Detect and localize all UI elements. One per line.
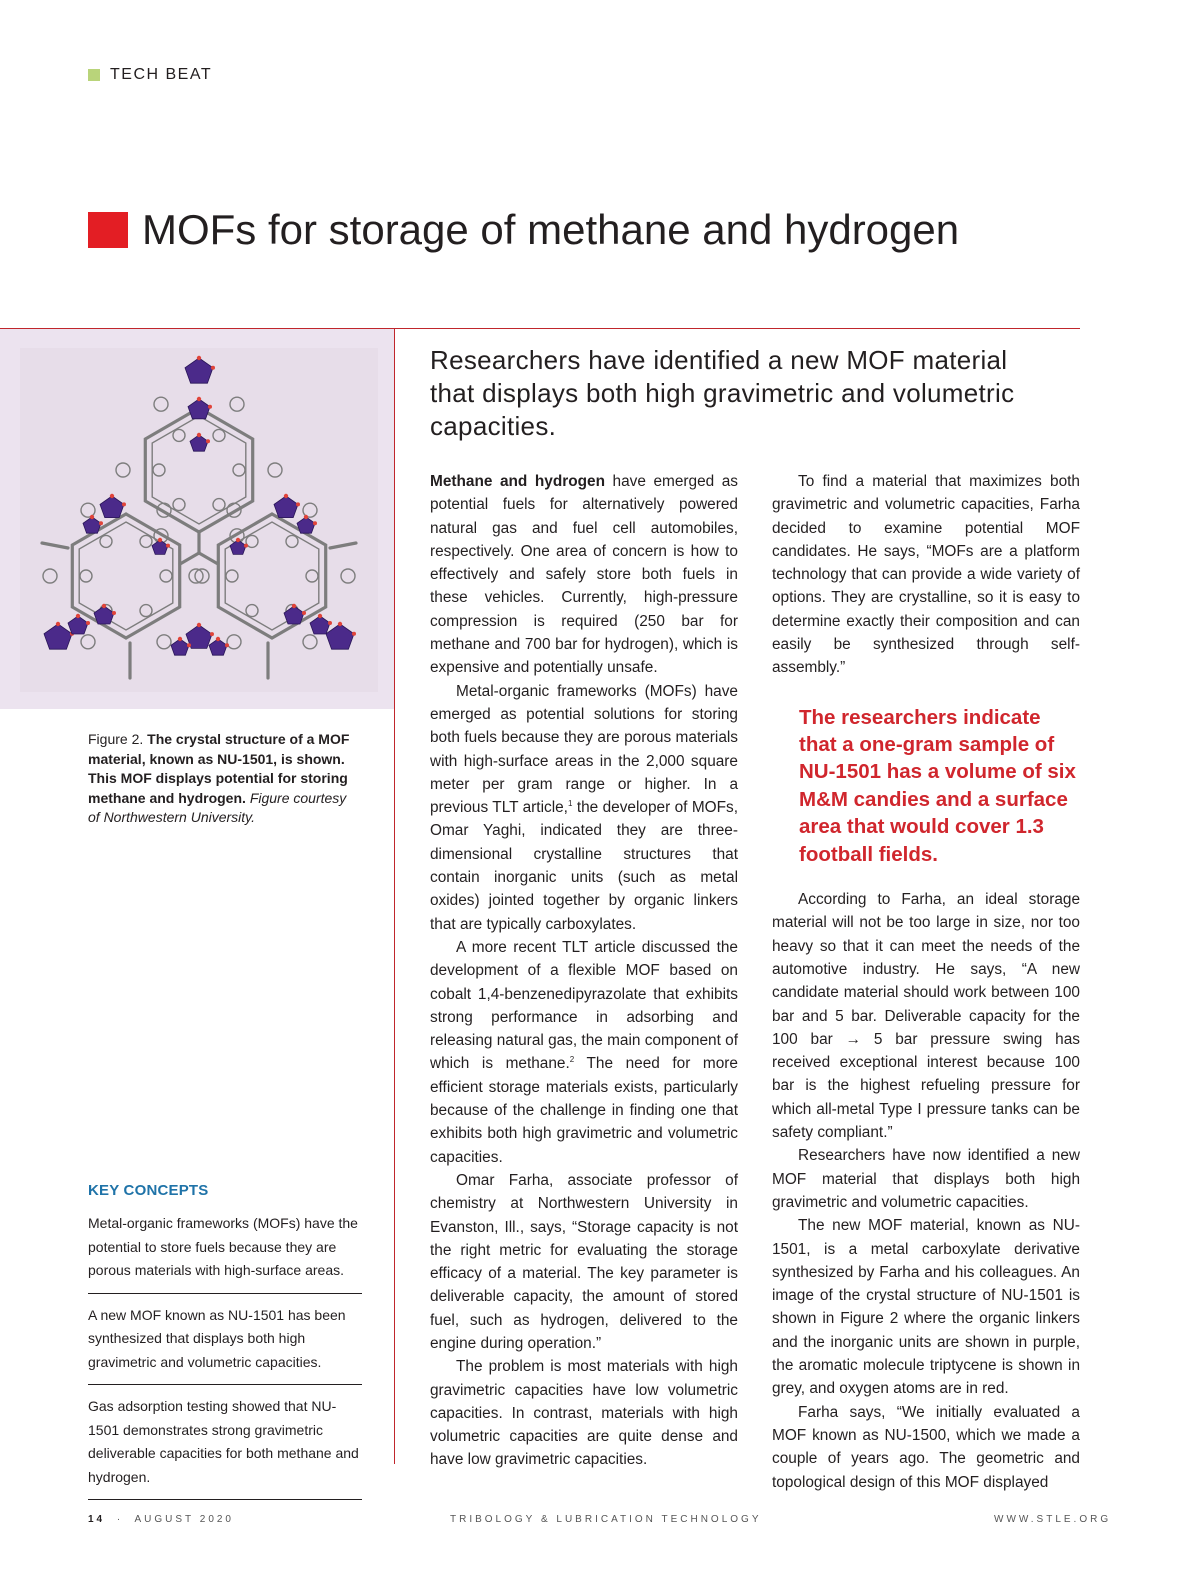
body-column-2 [772,470,1080,1494]
framework-hexagon [145,408,252,532]
body-paragraph [430,680,738,936]
oxygen-atom [225,643,229,647]
key-concepts-list [88,1212,362,1510]
oxygen-atom [158,538,162,542]
paragraph-text: Metal-organic frameworks (MOFs) have emerged as potential solutions for storing both fuels because they are porous materials with high-surface areas in the 2,000 square meter per gram range or higher. In a previous TLT article, [430,682,738,817]
lead-in-bold: Methane and hydrogen [430,473,605,490]
oxygen-atom [56,622,60,626]
mof-illustration [20,348,378,692]
figure-caption [88,730,358,828]
oxygen-atom [236,538,240,542]
oxygen-atom [197,356,201,360]
caption-prefix: Figure 2. [88,731,144,747]
paragraph-text: the developer of MOFs, Omar Yaghi, indicated they are three-dimensional crystalline structures that contain inorganic units (such as metal oxides) jointed together by organic linkers that are typically carboxylates. [430,799,738,933]
article-deck: Researchers have identified a new MOF material that displays both high gravimetric and volumetric capacities. [430,345,1015,441]
oxygen-atom [166,544,170,548]
oxygen-atom [197,623,201,627]
oxygen-atom [102,604,106,608]
oxygen-atom [302,611,306,615]
aromatic-ring [195,569,209,583]
body-paragraph: Omar Farha, associate professor of chemistry at Northwestern University in Evanston, Ill., says, “Storage capacity is not the right metric for evaluating the storage efficacy of a material. The key parameter is deliverable capacity, the amount of stored fuel, such as hydrogen, delivered to the engine during operation.” [430,1171,738,1352]
key-concepts-heading: KEY CONCEPTS [88,1182,209,1199]
aromatic-ring [116,463,130,477]
key-concept-item: Metal-organic frameworks (MOFs) have the potential to store fuels because they are porous materials with high-surface areas. [88,1212,362,1294]
oxygen-atom [318,614,322,618]
body-paragraph: To find a material that maximizes both gravimetric and volumetric capacities, Farha decided to examine potential MOF candidates. He says, “MOFs are a platform technology that can provide a wide variety of options. They are crystalline, so it is easy to determine exactly their composition and can easily be synthesized through self-assembly.” [772,473,1080,677]
metal-cluster [188,399,210,419]
aromatic-ring [173,429,185,441]
oxygen-atom [338,622,342,626]
metal-cluster [190,435,208,451]
crystal-structure-image [20,348,378,692]
aromatic-ring [140,535,152,547]
aromatic-ring [80,570,92,582]
oxygen-atom [197,433,201,437]
metal-cluster [171,639,189,655]
oxygen-atom [197,397,201,401]
section-tag [88,66,212,84]
oxygen-atom [76,614,80,618]
aromatic-ring [154,397,168,411]
metal-cluster [68,616,88,634]
footer-separator: · [116,1514,124,1525]
framework-linker [330,543,356,548]
caption-bold-text: The crystal structure of a MOF material, known as NU-1501, is shown. This MOF displays potential for storing methane and hydrogen. [88,731,350,806]
oxygen-atom [187,643,191,647]
framework-inner-ring [152,416,246,524]
aromatic-ring [153,464,165,476]
column-divider-rule [394,328,395,1464]
oxygen-atom [110,494,114,498]
oxygen-atom [206,439,210,443]
metal-cluster [83,517,101,533]
aromatic-ring [233,464,245,476]
metal-cluster [209,639,227,655]
metal-cluster [274,496,298,518]
footer-left [88,1514,234,1525]
aromatic-ring [213,499,225,511]
oxygen-atom [86,621,90,625]
aromatic-ring [227,635,241,649]
aromatic-ring [189,569,203,583]
page-number: 14 [88,1514,106,1525]
aromatic-ring [268,463,282,477]
body-column-1 [430,470,738,1472]
article-title: MOFs for storage of methane and hydrogen [142,206,960,253]
oxygen-atom [284,494,288,498]
body-paragraph [430,936,738,1169]
oxygen-atom [99,521,103,525]
oxygen-atom [211,366,215,370]
website-url: WWW.STLE.ORG [994,1514,1112,1525]
body-paragraph: The new MOF material, known as NU-1501, is a metal carboxylate derivative synthesized by Farha and his colleagues. An image of the crystal structure of NU-1501 is shown in Figure 2 where the organic linkers and the inorganic units are shown in purple, the aromatic molecule triptycene is shown in grey, and oxygen atoms are in red. [772,1217,1080,1398]
oxygen-atom [122,502,126,506]
body-paragraph [430,470,738,680]
body-paragraph: The problem is most materials with high gravimetric capacities have low volumetric capacities. In contrast, materials with high volumetric capacities are quite dense and have low gravimetric capacities. [430,1358,738,1469]
key-concept-item: A new MOF known as NU-1501 has been synthesized that displays both high gravimetric and volumetric capacities. [88,1304,362,1386]
section-marker-square [88,69,100,81]
aromatic-ring [246,605,258,617]
aromatic-ring [157,635,171,649]
title-block [88,206,959,254]
aromatic-ring [140,605,152,617]
aromatic-ring [306,570,318,582]
oxygen-atom [296,502,300,506]
metal-cluster [326,624,354,649]
section-label: TECH BEAT [110,66,213,83]
framework-linker [199,553,218,564]
body-paragraph: According to Farha, an ideal storage material will not be too large in size, nor too heavy so that it can meet the needs of the automotive industry. He says, “A new candidate material should work between 100 bar and 5 bar. Deliverable capacity for the 100 bar → 5 bar pressure swing has received exceptional interest because 100 bar is the highest refueling pressure for which all-metal Type I pressure tanks can be safety compliant.” [772,891,1080,1142]
oxygen-atom [208,405,212,409]
aromatic-ring [213,429,225,441]
body-paragraph: Farha says, “We initially evaluated a MOF known as NU-1500, which we made a couple of years ago. The geometric and topological design of this MOF displayed [772,1403,1080,1491]
oxygen-atom [244,544,248,548]
metal-cluster [297,517,315,533]
aromatic-ring [100,535,112,547]
oxygen-atom [313,521,317,525]
framework-linker [180,553,199,564]
metal-cluster [44,624,72,649]
aromatic-ring [303,635,317,649]
metal-cluster [185,358,213,383]
paragraph-text: have emerged as potential fuels for alternatively powered natural gas and fuel cell automobiles, respectively. One area of concern is how to effectively and safely store both fuels in these vehicles. Currently, high-pressure compression is required (250 bar for methane and 700 bar for hydrogen), which is expensive and potentially unsafe. [430,473,738,677]
aromatic-ring [341,569,355,583]
oxygen-atom [304,515,308,519]
issue-date: AUGUST 2020 [134,1514,234,1525]
metal-cluster [310,616,330,634]
oxygen-atom [178,637,182,641]
body-paragraph: Researchers have now identified a new MOF material that displays both high gravimetric and volumetric capacities. [772,1147,1080,1211]
aromatic-ring [230,397,244,411]
reference-marker: 2 [569,1055,575,1065]
aromatic-ring [226,570,238,582]
key-concept-item: Gas adsorption testing showed that NU-1501 demonstrates strong gravimetric deliverable capacities for both methane and hydrogen. [88,1395,362,1500]
aromatic-ring [160,570,172,582]
oxygen-atom [90,515,94,519]
caption-credit: Figure courtesy of Northwestern University. [88,789,347,825]
oxygen-atom [210,632,214,636]
oxygen-atom [292,604,296,608]
magazine-name: TRIBOLOGY & LUBRICATION TECHNOLOGY [450,1514,762,1525]
aromatic-ring [43,569,57,583]
aromatic-ring [81,635,95,649]
oxygen-atom [112,611,116,615]
reference-marker: 1 [567,799,573,809]
pull-quote: The researchers indicate that a one-gram sample of NU-1501 has a volume of six M&M candies and a surface area that would cover 1.3 football fields. [799,705,1076,866]
aromatic-ring [173,499,185,511]
oxygen-atom [216,637,220,641]
aromatic-ring [286,535,298,547]
framework-linker [42,543,68,548]
title-marker-square [88,212,128,248]
oxygen-atom [328,621,332,625]
paragraph-text: The need for more efficient storage materials exists, particularly because of the challenge in finding one that exhibits both high gravimetric and volumetric capacities. [430,1055,738,1166]
oxygen-atom [352,632,356,636]
metal-cluster [100,496,124,518]
paragraph-text: A more recent TLT article discussed the development of a flexible MOF based on cobalt 1,4-benzenedipyrazolate that exhibits strong performance in adsorbing and releasing natural gas, the main component of which is methane. [430,938,739,1073]
